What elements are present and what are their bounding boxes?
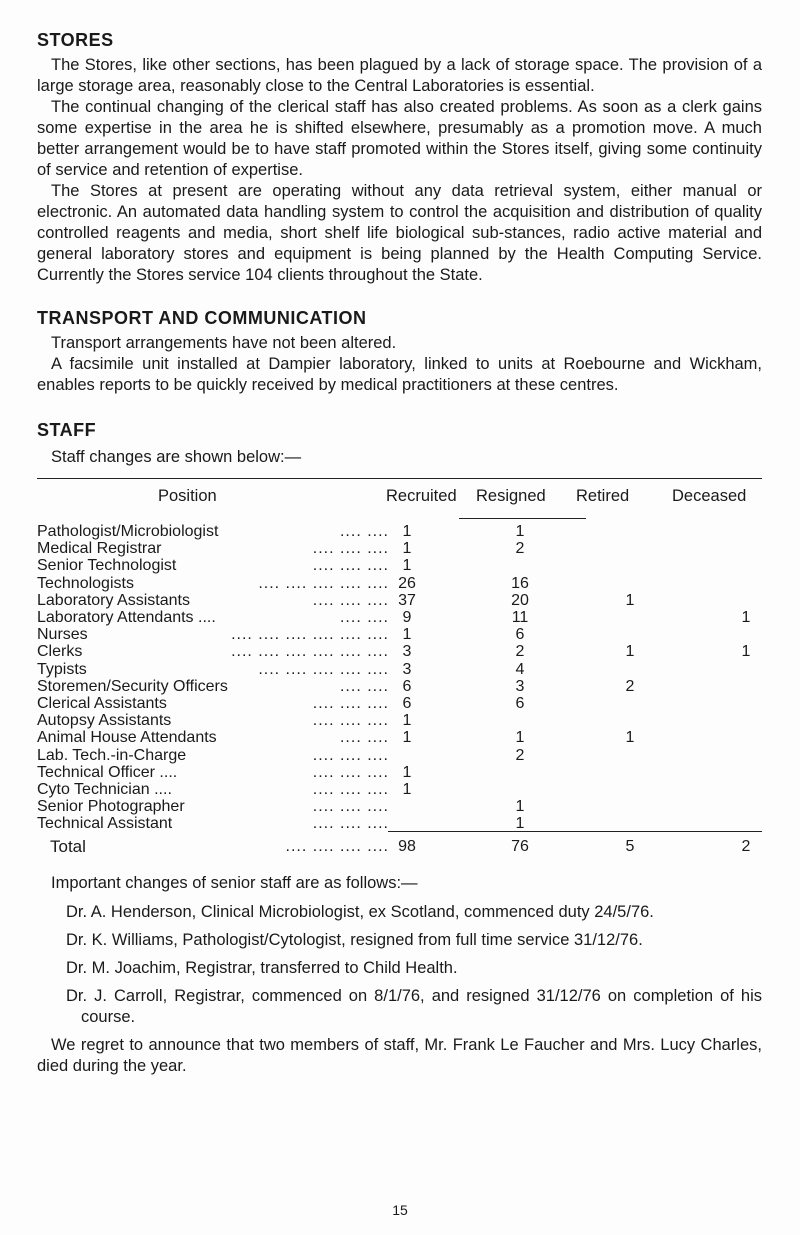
row-position: Clerks xyxy=(37,643,83,661)
stores-paragraph-3: The Stores at present are operating without any data retrieval system, either manual or electronic. An automated data handling system to control the acquisition and distribution of quality controlled reagents and media, short shelf life biological sub-stances, radio active material and general laboratory stores and equipment is being planned by the Health Computing Service. Currently the Stores service 104 clients throughout the State. xyxy=(37,182,762,284)
table-row xyxy=(37,609,762,627)
table-row xyxy=(37,729,762,747)
table-row xyxy=(37,781,762,799)
row-position: Lab. Tech.-in-Charge xyxy=(37,746,187,764)
row-position: Storemen/Security Officers xyxy=(37,677,228,695)
row-position: Technical Assistant xyxy=(37,815,173,833)
row-recruited: 6 xyxy=(402,695,412,712)
row-resigned: 20 xyxy=(511,591,529,609)
table-row xyxy=(37,575,762,593)
stores-paragraph-2: The continual changing of the clerical staff has also created problems. As soon as a clerk gains some expertise in the area he is shifted elsewhere, presumably as a promotion move. A much better arrangement would be to have staff promoted within the Stores itself, giving some continuity of service and retention of expertise. xyxy=(37,98,762,179)
row-resigned: 1 xyxy=(515,523,525,540)
row-leader-dots: .... .... .... .... .... xyxy=(258,574,389,592)
header-resigned: Resigned xyxy=(476,487,546,505)
closing-paragraph: We regret to announce that two members of staff, Mr. Frank Le Faucher and Mrs. Lucy Charles, died during the year. xyxy=(37,1036,762,1075)
row-resigned: 11 xyxy=(511,609,529,626)
row-position: Senior Photographer xyxy=(37,798,185,816)
table-row xyxy=(37,712,762,730)
table-row xyxy=(37,643,762,661)
table-row xyxy=(37,557,762,575)
senior-staff-changes xyxy=(37,873,762,1077)
row-deceased: 1 xyxy=(741,643,751,661)
row-position: Autopsy Assistants xyxy=(37,712,172,730)
row-leader-dots: .... .... .... xyxy=(312,712,389,730)
row-leader-dots: .... .... .... .... .... .... xyxy=(231,626,389,644)
change-item: Dr. K. Williams, Pathologist/Cytologist, resigned from full time service 31/12/76. xyxy=(66,931,643,949)
row-position: Laboratory Assistants xyxy=(37,591,190,609)
row-leader-dots: .... .... .... xyxy=(312,763,389,781)
header-rule xyxy=(459,518,586,519)
table-top-rule xyxy=(37,478,762,479)
row-position: Cyto Technician .... xyxy=(37,781,172,798)
row-retired: 1 xyxy=(625,643,635,661)
row-leader-dots: .... .... xyxy=(339,609,389,626)
row-leader-dots: .... .... .... .... .... .... xyxy=(231,643,389,661)
row-position: Technologists xyxy=(37,574,134,592)
transport-paragraph-1: Transport arrangements have not been altered. xyxy=(51,334,397,352)
row-position: Laboratory Attendants .... xyxy=(37,609,216,626)
row-recruited: 26 xyxy=(398,574,416,592)
row-position: Typists xyxy=(37,660,87,678)
row-position: Animal House Attendants xyxy=(37,729,217,747)
total-recruited: 98 xyxy=(398,838,416,855)
table-row xyxy=(37,678,762,696)
total-retired: 5 xyxy=(625,838,635,855)
row-leader-dots: .... .... .... xyxy=(312,815,389,833)
change-item: Dr. J. Carroll, Registrar, commenced on 8/1/76, and resigned 31/12/76 on completion of his course. xyxy=(66,987,762,1026)
row-resigned: 6 xyxy=(515,695,525,712)
row-recruited: 1 xyxy=(402,557,412,575)
row-leader-dots: .... .... xyxy=(339,729,389,747)
header-position: Position xyxy=(158,487,217,505)
row-resigned: 2 xyxy=(515,746,525,764)
changes-intro: Important changes of senior staff are as follows:— xyxy=(51,874,418,892)
row-retired: 1 xyxy=(625,729,635,747)
row-position: Nurses xyxy=(37,626,88,644)
row-leader-dots: .... .... .... xyxy=(312,540,389,558)
row-position: Technical Officer .... xyxy=(37,763,178,781)
header-recruited: Recruited xyxy=(386,487,457,505)
row-resigned: 6 xyxy=(515,626,525,644)
row-recruited: 1 xyxy=(402,540,412,558)
table-row xyxy=(37,695,762,713)
change-item: Dr. A. Henderson, Clinical Microbiologist, ex Scotland, commenced duty 24/5/76. xyxy=(66,903,654,921)
stores-heading: STORES xyxy=(37,30,114,50)
row-deceased: 1 xyxy=(741,609,751,626)
row-leader-dots: .... .... .... xyxy=(312,746,389,764)
row-resigned: 16 xyxy=(511,574,529,592)
staff-intro: Staff changes are shown below:— xyxy=(51,448,302,466)
row-leader-dots: .... .... .... xyxy=(312,591,389,609)
row-position: Pathologist/Microbiologist xyxy=(37,523,219,540)
table-row xyxy=(37,626,762,644)
row-resigned: 4 xyxy=(515,660,525,678)
row-leader-dots: .... .... .... xyxy=(312,557,389,575)
row-recruited: 37 xyxy=(398,591,416,609)
table-row xyxy=(37,661,762,679)
row-recruited: 1 xyxy=(402,781,412,798)
row-leader-dots: .... .... xyxy=(339,677,389,695)
total-resigned: 76 xyxy=(511,838,529,855)
row-position: Clerical Assistants xyxy=(37,695,167,712)
table-row xyxy=(37,798,762,816)
table-row xyxy=(37,764,762,782)
row-retired: 1 xyxy=(625,591,635,609)
transport-heading: TRANSPORT AND COMMUNICATION xyxy=(37,308,367,328)
row-recruited: 6 xyxy=(402,677,412,695)
page-content xyxy=(37,30,762,468)
row-recruited: 3 xyxy=(402,660,412,678)
total-rule xyxy=(388,831,762,832)
total-deceased: 2 xyxy=(741,838,751,855)
header-deceased: Deceased xyxy=(672,487,747,505)
table-row xyxy=(37,592,762,610)
transport-paragraph-2: A facsimile unit installed at Dampier laboratory, linked to units at Roebourne and Wickham, enables reports to be quickly received by medical practitioners at these centres. xyxy=(37,355,762,394)
row-recruited: 1 xyxy=(402,712,412,730)
row-recruited: 3 xyxy=(402,643,412,661)
row-recruited: 1 xyxy=(402,523,412,540)
row-leader-dots: .... .... .... xyxy=(312,781,389,798)
row-resigned: 1 xyxy=(515,815,525,833)
stores-paragraph-1: The Stores, like other sections, has been plagued by a lack of storage space. The provision of a large storage area, reasonably close to the Central Laboratories is essential. xyxy=(37,56,762,95)
page-number: 15 xyxy=(392,1202,408,1218)
row-leader-dots: .... .... .... xyxy=(312,798,389,816)
row-recruited: 1 xyxy=(402,729,412,747)
row-position: Senior Technologist xyxy=(37,557,177,575)
row-recruited: 1 xyxy=(402,763,412,781)
total-label: Total xyxy=(50,837,86,856)
row-retired: 2 xyxy=(625,677,635,695)
row-resigned: 1 xyxy=(515,729,525,747)
row-recruited: 9 xyxy=(402,609,412,626)
row-resigned: 1 xyxy=(515,798,525,816)
row-resigned: 2 xyxy=(515,643,525,661)
table-row xyxy=(37,747,762,765)
table-row xyxy=(37,523,762,541)
staff-heading: STAFF xyxy=(37,420,97,440)
row-position: Medical Registrar xyxy=(37,540,162,558)
row-leader-dots: .... .... xyxy=(339,523,389,540)
row-leader-dots: .... .... .... xyxy=(312,695,389,712)
total-dots: .... .... .... .... xyxy=(285,838,389,855)
row-recruited: 1 xyxy=(402,626,412,644)
change-item: Dr. M. Joachim, Registrar, transferred to Child Health. xyxy=(66,959,458,977)
row-resigned: 2 xyxy=(515,540,525,558)
table-row xyxy=(37,540,762,558)
header-retired: Retired xyxy=(576,487,630,505)
row-resigned: 3 xyxy=(515,677,525,695)
table-total-row xyxy=(37,838,762,856)
row-leader-dots: .... .... .... .... .... xyxy=(258,660,389,678)
